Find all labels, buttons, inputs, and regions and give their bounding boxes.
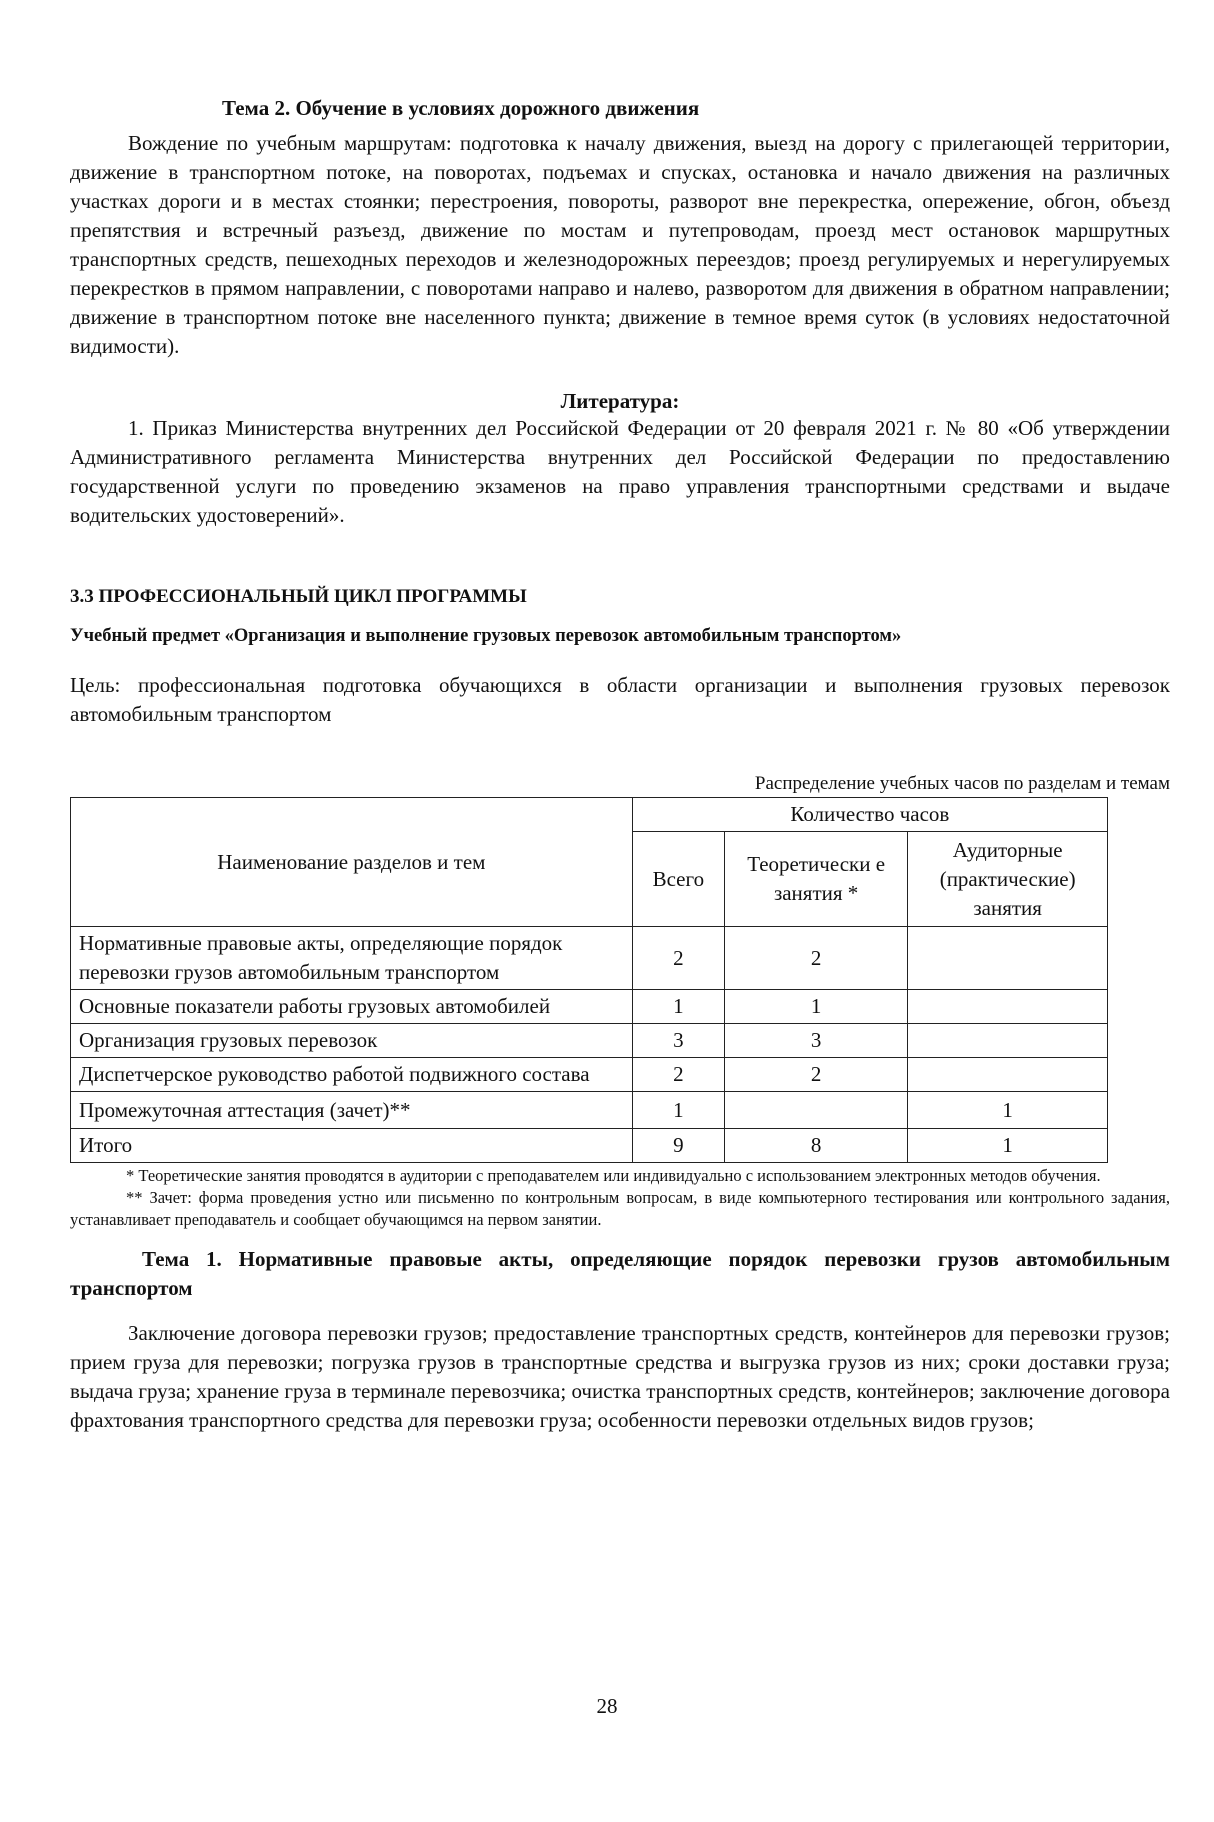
footnote-2: ** Зачет: форма проведения устно или письменно по контрольным вопросам, в виде компьютерного тестирования или контрольного задания, устанавливает преподаватель и сообщает обучающимся на первом занятии.: [70, 1188, 1170, 1229]
document-page: [70, 96, 1170, 1435]
topic2-body: Вождение по учебным маршрутам: подготовка к началу движения, выезд на дорогу с прилегающей территории, движение в транспортном потоке, на поворотах, подъемах и спусках, остановка и начало движения на различных участках дороги и в местах стоянки; перестроения, повороты, разворот вне перекрестка, опережение, обгон, объезд препятствия и встречный разъезд, движение по мостам и путепроводам, проезд мест остановок маршрутных транспортных средств, пешеходных переходов и железнодорожных переездов; проезд регулируемых и нерегулируемых перекрестков в прямом направлении, с поворотами направо и налево, разворотом для движения в обратном направлении; движение в транспортном потоке вне населенного пункта; движение в темное время суток (в условиях недостаточной видимости).: [70, 131, 1170, 358]
row-total: 9: [632, 1129, 724, 1163]
header-hours: Количество часов: [632, 798, 1107, 832]
row-name: Итого: [71, 1129, 633, 1163]
row-name: Основные показатели работы грузовых автомобилей: [71, 990, 633, 1024]
row-total: 3: [632, 1024, 724, 1058]
page-number: 28: [596, 1694, 618, 1718]
topic1-title: Тема 1. Нормативные правовые акты, определяющие порядок перевозки грузов автомобильным транспортом: [70, 1247, 1170, 1300]
row-theory: [724, 1092, 907, 1129]
header-practice: Аудиторные (практические) занятия: [908, 832, 1108, 927]
row-practice: [908, 927, 1108, 990]
row-total: 1: [632, 990, 724, 1024]
hours-table: [70, 797, 1108, 1163]
row-theory: 3: [724, 1024, 907, 1058]
header-total: Всего: [632, 832, 724, 927]
row-practice: [908, 1024, 1108, 1058]
row-theory: 2: [724, 927, 907, 990]
header-name: Наименование разделов и тем: [71, 798, 633, 927]
topic1-body: Заключение договора перевозки грузов; предоставление транспортных средств, контейнеров для перевозки грузов; прием груза для перевозки; погрузка грузов в транспортные средства и выгрузка грузов из них; сроки доставки груза; выдача груза; хранение груза в терминале перевозчика; очистка транспортных средств, контейнеров; заключение договора фрахтования транспортного средства для перевозки груза; особенности перевозки отдельных видов грузов;: [70, 1321, 1170, 1432]
literature-item: 1. Приказ Министерства внутренних дел Российской Федерации от 20 февраля 2021 г. № 80 «Об утверждении Административного регламента Министерства внутренних дел Российской Федерации по предоставлению государственной услуги по проведению экзаменов на право управления транспортными средствами и выдаче водительских удостоверений».: [70, 416, 1170, 527]
table-row-total: [71, 1129, 1108, 1163]
table-row: [71, 1024, 1108, 1058]
row-practice: [908, 1058, 1108, 1092]
table-row: [71, 927, 1108, 990]
header-theory: Теоретически е занятия *: [724, 832, 907, 927]
row-practice: 1: [908, 1129, 1108, 1163]
row-practice: [908, 990, 1108, 1024]
goal-text: Цель: профессиональная подготовка обучающихся в области организации и выполнения грузовых перевозок автомобильным транспортом: [70, 673, 1170, 726]
literature-title: Литература:: [560, 389, 680, 413]
row-total: 2: [632, 927, 724, 990]
footnote-1: * Теоретические занятия проводятся в аудитории с преподавателем или индивидуально с использованием электронных методов обучения.: [126, 1166, 1101, 1185]
table-row: [71, 1092, 1108, 1129]
table-row: [71, 990, 1108, 1024]
row-name: Нормативные правовые акты, определяющие порядок перевозки грузов автомобильным транспортом: [71, 927, 633, 990]
row-name: Промежуточная аттестация (зачет)**: [71, 1092, 633, 1129]
row-theory: 1: [724, 990, 907, 1024]
row-theory: 8: [724, 1129, 907, 1163]
topic2-title: Тема 2. Обучение в условиях дорожного движения: [222, 96, 700, 120]
table-caption: Распределение учебных часов по разделам и темам: [754, 773, 1170, 794]
row-theory: 2: [724, 1058, 907, 1092]
section-heading: 3.3 ПРОФЕССИОНАЛЬНЫЙ ЦИКЛ ПРОГРАММЫ: [70, 586, 527, 607]
subject-title: Учебный предмет «Организация и выполнение грузовых перевозок автомобильным транспортом»: [70, 626, 902, 646]
row-total: 2: [632, 1058, 724, 1092]
row-practice: 1: [908, 1092, 1108, 1129]
footnotes: [70, 1165, 1170, 1231]
table-row: [71, 1058, 1108, 1092]
row-name: Организация грузовых перевозок: [71, 1024, 633, 1058]
row-total: 1: [632, 1092, 724, 1129]
row-name: Диспетчерское руководство работой подвижного состава: [71, 1058, 633, 1092]
